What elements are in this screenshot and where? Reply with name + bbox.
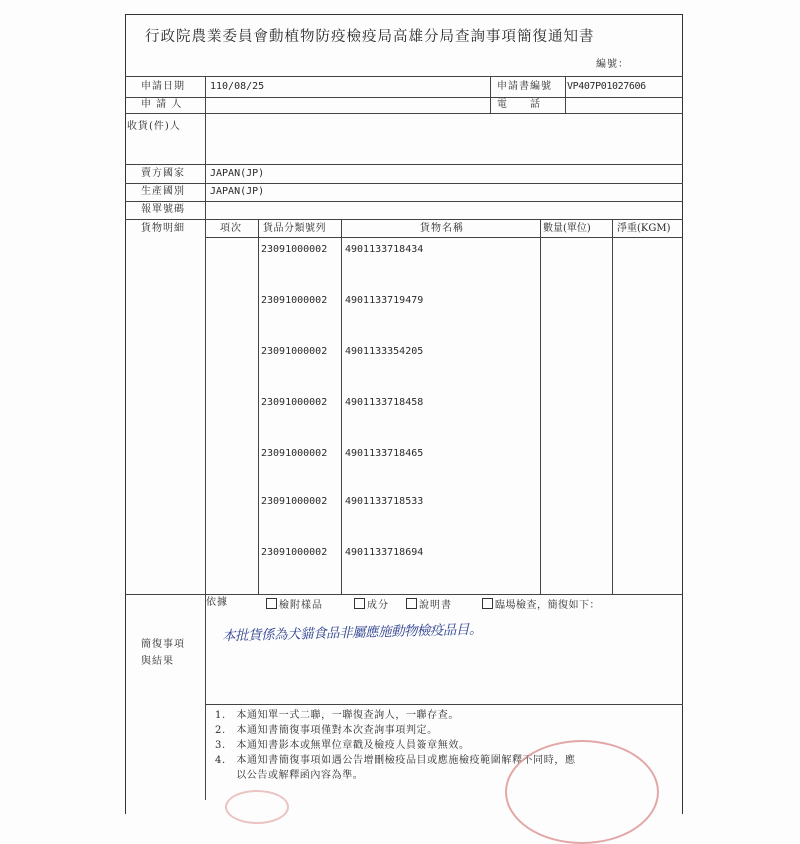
rule bbox=[258, 219, 259, 594]
table-row-code: 23091000002 bbox=[261, 244, 328, 255]
table-row-name: 4901133718694 bbox=[345, 547, 424, 558]
goods-detail-label: 貨物明細 bbox=[141, 223, 185, 234]
rule bbox=[125, 201, 683, 202]
rule bbox=[612, 219, 613, 594]
rule bbox=[125, 594, 683, 595]
note-item: 1. 本通知單一式二聯，一聯復查詢人，一聯存查。 bbox=[215, 710, 459, 721]
table-row-code: 23091000002 bbox=[261, 397, 328, 408]
form-border bbox=[125, 14, 683, 814]
consignee-label: 收貨(件)人 bbox=[127, 121, 181, 132]
rule bbox=[125, 113, 683, 114]
table-row-code: 23091000002 bbox=[261, 547, 328, 558]
note-item: 4. 本通知書簡復事項如遇公告增刪檢疫品目或應施檢疫範圍解釋不同時，應 bbox=[215, 755, 576, 766]
table-row-name: 4901133718458 bbox=[345, 397, 424, 408]
declaration-no-label: 報單號碼 bbox=[141, 204, 185, 215]
basis-label: 依據 bbox=[206, 597, 228, 608]
table-row-name: 4901133718533 bbox=[345, 496, 424, 507]
handwritten-reply: 本批貨係為犬貓食品非屬應施動物檢疫品目。 bbox=[221, 621, 483, 645]
table-row-code: 23091000002 bbox=[261, 496, 328, 507]
checkbox-icon bbox=[266, 598, 277, 609]
rule bbox=[125, 219, 683, 220]
applicant-label: 申 請 人 bbox=[141, 99, 183, 110]
table-row-code: 23091000002 bbox=[261, 448, 328, 459]
phone-label: 電 話 bbox=[497, 99, 541, 110]
table-row-name: 4901133719479 bbox=[345, 295, 424, 306]
rule bbox=[205, 76, 206, 219]
checkbox-icon bbox=[354, 598, 365, 609]
note-item: 3. 本通知書影本或無單位章戳及檢疫人員簽章無效。 bbox=[215, 740, 470, 751]
col-header-qty: 數量(單位) bbox=[543, 223, 591, 234]
form-no-label: 申請書編號 bbox=[497, 81, 552, 92]
checkbox-icon bbox=[406, 598, 417, 609]
col-header-weight: 淨重(KGM) bbox=[617, 223, 671, 234]
option-sample: 檢附樣品 bbox=[266, 598, 323, 611]
seller-country-value: JAPAN(JP) bbox=[210, 168, 265, 179]
official-seal-icon bbox=[505, 740, 659, 844]
reply-label-line1: 簡復事項 bbox=[141, 639, 185, 650]
col-header-item: 項次 bbox=[220, 223, 242, 234]
rule bbox=[125, 183, 683, 184]
seller-country-label: 賣方國家 bbox=[141, 168, 185, 179]
rule bbox=[125, 76, 683, 77]
rule bbox=[125, 164, 683, 165]
seal-fragment-icon bbox=[225, 790, 289, 824]
checkbox-icon bbox=[482, 598, 493, 609]
form-no-value: VP407P01027606 bbox=[567, 81, 646, 92]
table-row-code: 23091000002 bbox=[261, 295, 328, 306]
serial-label: 編號： bbox=[596, 59, 629, 70]
rule bbox=[540, 219, 541, 594]
rule bbox=[341, 219, 342, 594]
option-manual: 說明書 bbox=[406, 598, 452, 611]
rule bbox=[490, 76, 491, 113]
option-inspection: 臨場檢查，簡復如下： bbox=[482, 598, 600, 611]
rule bbox=[205, 704, 683, 705]
table-row-name: 4901133718434 bbox=[345, 244, 424, 255]
apply-date-value: 110/08/25 bbox=[210, 81, 265, 92]
note-item: 2. 本通知書簡復事項僅對本次查詢事項判定。 bbox=[215, 725, 438, 736]
table-row-name: 4901133354205 bbox=[345, 346, 424, 357]
option-ingredient: 成分 bbox=[354, 598, 389, 611]
reply-label-line2: 與結果 bbox=[141, 656, 174, 667]
rule bbox=[205, 219, 206, 800]
document-title: 行政院農業委員會動植物防疫檢疫局高雄分局查詢事項簡復通知書 bbox=[145, 29, 595, 45]
table-row-code: 23091000002 bbox=[261, 346, 328, 357]
rule bbox=[565, 76, 566, 113]
col-header-code: 貨品分類號列 bbox=[263, 223, 326, 234]
table-row-name: 4901133718465 bbox=[345, 448, 424, 459]
origin-country-value: JAPAN(JP) bbox=[210, 186, 265, 197]
apply-date-label: 申請日期 bbox=[141, 81, 185, 92]
note-item: 以公告或解釋函內容為準。 bbox=[215, 770, 364, 781]
rule bbox=[125, 97, 683, 98]
col-header-name: 貨物名稱 bbox=[420, 223, 464, 234]
origin-country-label: 生產國別 bbox=[141, 186, 185, 197]
